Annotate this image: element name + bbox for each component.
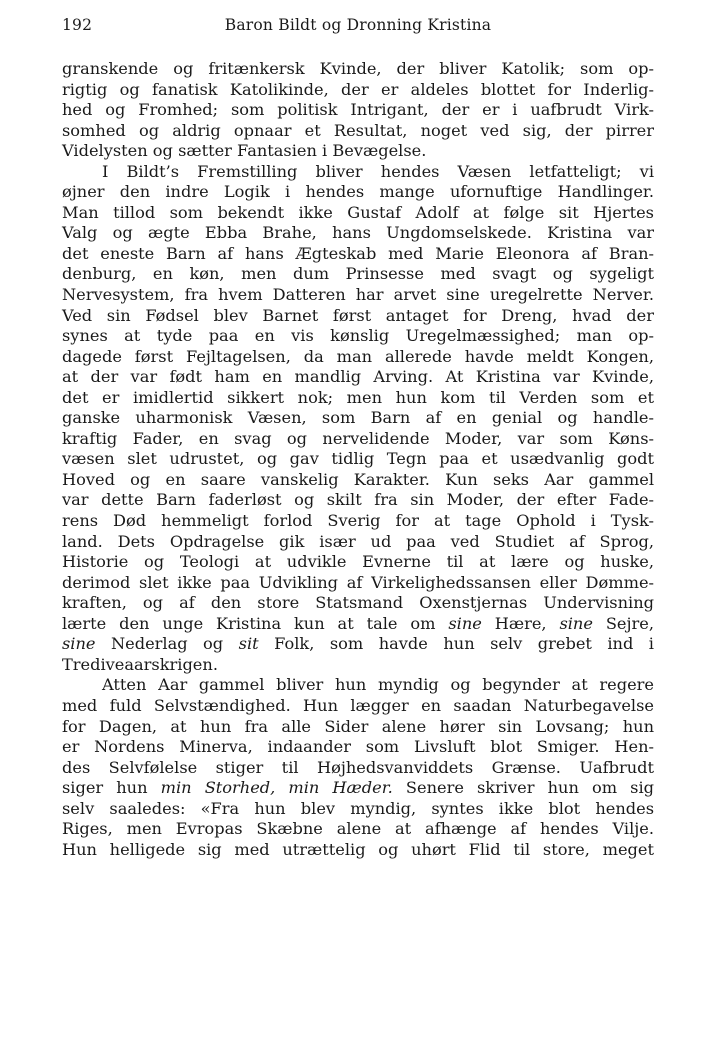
text-run: er Nordens Minerva, indaander som Livsluft blot Smiger. Hen- <box>62 737 654 757</box>
text-run: somhed og aldrig opnaar et Resultat, noget ved sig, der pirrer <box>62 120 654 140</box>
text-line <box>62 758 654 779</box>
text-run: rigtig og fanatisk Katolikinde, der er aldeles blottet for Inderlig- <box>62 79 654 99</box>
text-line <box>62 552 654 573</box>
text-line <box>62 59 654 80</box>
text-line <box>62 717 654 738</box>
text-run: derimod slet ikke paa Udvikling af Virkelighedssansen eller Dømme- <box>62 572 654 592</box>
text-run: dagede først Fejltagelsen, da man allerede havde meldt Kongen, <box>62 346 654 366</box>
text-line <box>62 347 654 368</box>
text-line <box>62 593 654 614</box>
text-line <box>62 182 654 203</box>
text-line <box>62 285 654 306</box>
text-run: Valg og ægte Ebba Brahe, hans Ungdomselskede. Kristina var <box>62 223 654 243</box>
text-line <box>62 511 654 532</box>
emphasis: min Storhed, min Hæder. <box>160 778 393 798</box>
text-line <box>62 573 654 594</box>
text-run: for Dagen, at hun fra alle Sider alene hører sin Lovsang; hun <box>62 716 654 736</box>
text-line <box>62 264 654 285</box>
text-line <box>62 429 654 450</box>
text-run: granskende og fritænkersk Kvinde, der bliver Katolik; som op- <box>62 59 654 78</box>
text-run: Historie og Teologi at udvikle Evnerne til at lære og huske, <box>62 552 654 572</box>
text-run: Hoved og en saare vanskelig Karakter. Kun seks Aar gammel <box>62 469 654 489</box>
text-run: synes at tyde paa en vis kønslig Uregelmæssighed; man op- <box>62 326 654 346</box>
emphasis: sine <box>559 613 593 633</box>
text-run: Trediveaarskrigen. <box>62 654 218 674</box>
text-run: var dette Barn faderløst og skilt fra sin Moder, der efter Fade- <box>62 490 654 510</box>
text-run: Riges, men Evropas Skæbne alene at afhænge af hendes Vilje. <box>62 819 654 839</box>
text-line <box>62 449 654 470</box>
text-line <box>62 223 654 244</box>
text-line <box>62 819 654 840</box>
text-run: rens Død hemmeligt forlod Sverig for at tage Ophold i Tysk- <box>62 511 654 531</box>
text-run: øjner den indre Logik i hendes mange ufornuftige Handlinger. <box>62 182 654 202</box>
text-line <box>62 326 654 347</box>
body-text <box>62 59 654 860</box>
text-run: Nervesystem, fra hvem Datteren har arvet sine uregelrette Nerver. <box>62 285 654 305</box>
text-line <box>62 470 654 491</box>
text-run: des Selvfølelse stiger til Højhedsvanviddets Grænse. Uafbrudt <box>62 757 654 777</box>
text-run: at der var født ham en mandlig Arving. At Kristina var Kvinde, <box>62 367 654 387</box>
emphasis: sit <box>238 634 259 654</box>
text-run: ganske uharmonisk Væsen, som Barn af en genial og handle- <box>62 408 654 428</box>
page-number: 192 <box>62 16 93 34</box>
text-run: Ved sin Fødsel blev Barnet først antaget for Dreng, hvad der <box>62 305 654 325</box>
text-line <box>62 80 654 101</box>
text-run: det eneste Barn af hans Ægteskab med Marie Eleonora af Bran- <box>62 243 654 263</box>
text-run: Hun helligede sig med utrættelig og uhørt Flid til store, meget <box>62 839 654 859</box>
text-run: Man tillod som bekendt ikke Gustaf Adolf at følge sit Hjertes <box>62 202 654 222</box>
text-run: det er imidlertid sikkert nok; men hun kom til Verden som et <box>62 387 654 407</box>
text-run: Sejre, <box>592 613 654 633</box>
text-run: kraftig Fader, en svag og nervelidende Moder, var som Køns- <box>62 428 654 448</box>
text-run: I Bildt’s Fremstilling bliver hendes Væsen letfatteligt; vi <box>102 161 654 181</box>
text-run: væsen slet udrustet, og gav tidlig Tegn paa et usædvanlig godt <box>62 449 654 469</box>
text-run: land. Dets Opdragelse gik især ud paa ved Studiet af Sprog, <box>62 531 654 551</box>
emphasis: sine <box>448 613 482 633</box>
text-line <box>62 799 654 820</box>
text-run: kraften, og af den store Statsmand Oxenstjernas Undervisning <box>62 593 654 613</box>
text-line <box>62 162 654 183</box>
text-run: Senere skriver hun om sig <box>392 778 655 798</box>
text-run: Folk, som havde hun selv grebet ind i <box>258 634 654 654</box>
text-line <box>62 737 654 758</box>
text-run: selv saaledes: «Fra hun blev myndig, syntes ikke blot hendes <box>62 798 654 818</box>
text-line <box>62 367 654 388</box>
text-line <box>62 675 654 696</box>
text-line <box>62 778 654 799</box>
text-run: Atten Aar gammel bliver hun myndig og begynder at regere <box>102 675 654 695</box>
text-run: hed og Fromhed; som politisk Intrigant, der er i uafbrudt Virk- <box>62 100 654 120</box>
text-line <box>62 388 654 409</box>
text-run: med fuld Selvstændighed. Hun lægger en saadan Naturbegavelse <box>62 695 654 715</box>
text-line <box>62 840 654 861</box>
text-line <box>62 696 654 717</box>
text-line <box>62 490 654 511</box>
text-line <box>62 121 654 142</box>
page-header <box>62 16 654 40</box>
emphasis: sine <box>62 634 96 654</box>
text-run: Videlysten og sætter Fantasien i Bevægelse. <box>62 141 427 161</box>
text-run: lærte den unge Kristina kun at tale om <box>62 613 449 633</box>
text-line <box>62 614 654 635</box>
text-line <box>62 100 654 121</box>
text-line <box>62 306 654 327</box>
text-line <box>62 244 654 265</box>
text-line <box>62 141 654 162</box>
text-line <box>62 634 654 655</box>
text-run: Nederlag og <box>95 634 239 654</box>
text-line <box>62 655 654 676</box>
running-title: Baron Bildt og Dronning Kristina <box>224 16 492 34</box>
text-run: Hære, <box>481 613 560 633</box>
text-run: denburg, en køn, men dum Prinsesse med svagt og sygeligt <box>62 264 654 284</box>
text-run: siger hun <box>62 778 161 798</box>
text-line <box>62 408 654 429</box>
text-line <box>62 532 654 553</box>
text-line <box>62 203 654 224</box>
